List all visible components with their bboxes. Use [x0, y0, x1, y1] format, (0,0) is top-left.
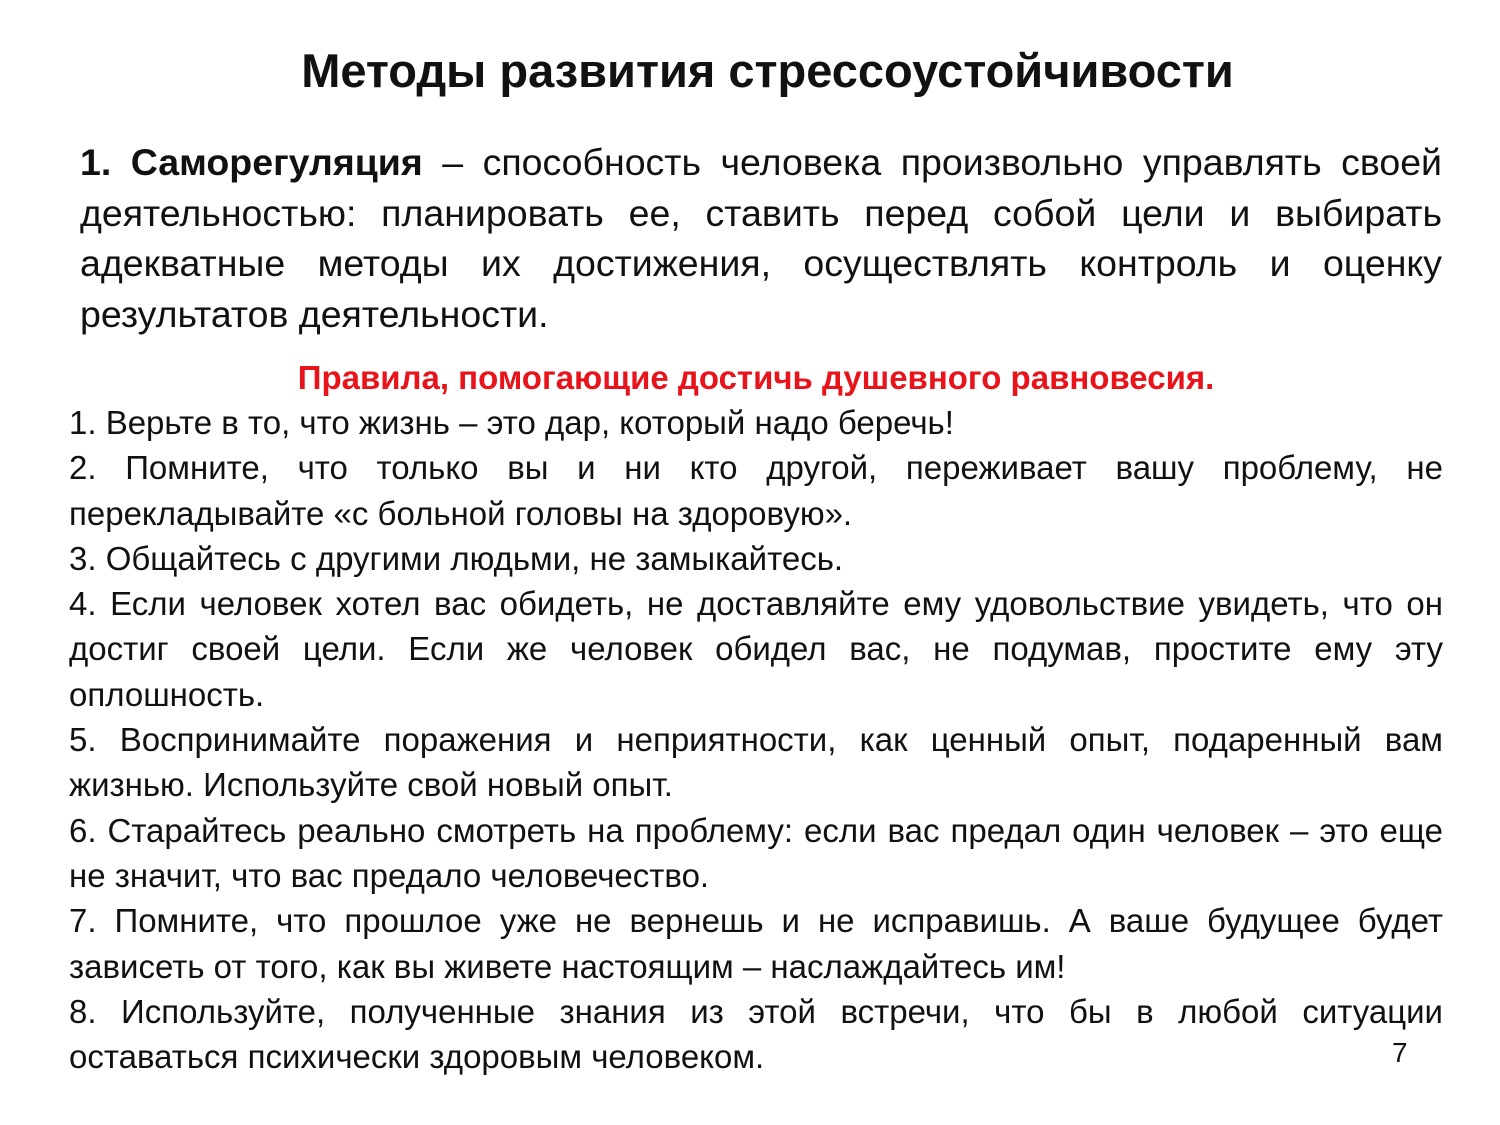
rule-item-7: 7. Помните, что прошлое уже не вернешь и не исправишь. А ваше будущее будет зависеть от того, как вы живете настоящим – наслаждайтесь им!	[69, 902, 1443, 985]
rule-item-3: 3. Общайтесь с другими людьми, не замыкайтесь.	[69, 539, 844, 577]
definition-term: 1. Саморегуляция	[80, 141, 423, 183]
definition-text: – способность человека произвольно управлять своей деятельностью: планировать ее, ставить перед собой цели и выбирать адекватные методы их достижения, осуществлять контроль и оценку результатов деятельности.	[80, 141, 1442, 335]
slide-title: Методы развития стрессоустойчивости	[301, 44, 1234, 97]
rule-item-2: 2. Помните, что только вы и ни кто другой, переживает вашу проблему, не перекладывайте «с больной головы на здоровую».	[69, 449, 1443, 532]
rule-item-5: 5. Воспринимайте поражения и неприятности, как ценный опыт, подаренный вам жизнью. Используйте свой новый опыт.	[69, 721, 1443, 804]
rule-item-1: 1. Верьте в то, что жизнь – это дар, который надо беречь!	[69, 404, 954, 441]
page-number: 7	[1392, 1037, 1408, 1068]
definition-paragraph	[80, 137, 1442, 339]
rule-item-4: 4. Если человек хотел вас обидеть, не доставляйте ему удовольствие увидеть, что он достиг своей цели. Если же человек обидел вас, не подумав, простите ему эту оплошность.	[69, 585, 1443, 713]
rules-heading: Правила, помогающие достичь душевного равновесия.	[297, 359, 1215, 396]
rules-list	[69, 400, 1443, 1079]
rule-item-6: 6. Старайтесь реально смотреть на проблему: если вас предал один человек – это еще не значит, что вас предало человечество.	[69, 811, 1443, 894]
rule-item-8: 8. Используйте, полученные знания из этой встречи, что бы в любой ситуации оставаться психически здоровым человеком.	[69, 992, 1443, 1076]
